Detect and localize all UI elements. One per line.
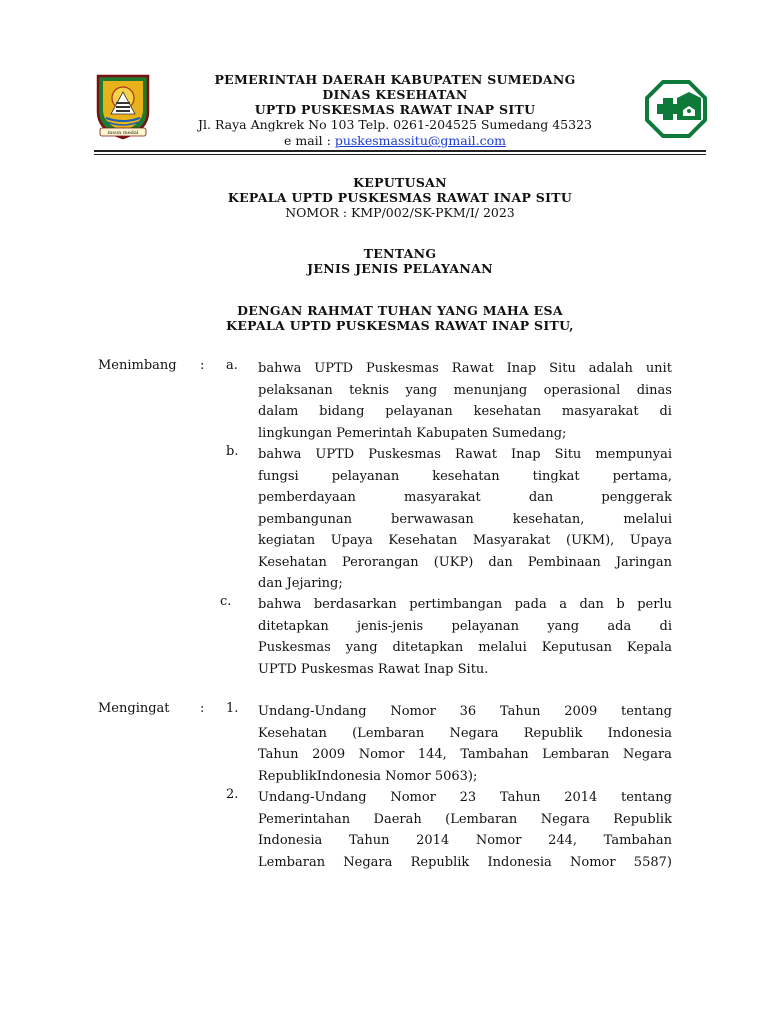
section-label: Mengingat (98, 701, 170, 716)
text-line: Pemerintahan Daerah (Lembaran Negara Republik (258, 811, 672, 827)
text-line: dalam bidang pelayanan kesehatan masyarakat di (258, 404, 672, 419)
text-line: pelaksanan teknis yang menunjang operasional dinas (258, 382, 672, 398)
text-line: dan Jejaring; (258, 576, 343, 591)
list-item (258, 358, 672, 444)
letterhead-rule-thick (94, 150, 706, 152)
text-line: kegiatan Upaya Kesehatan Masyarakat (UKM), Upaya (258, 533, 672, 548)
text-line: Lembaran Negara Republik Indonesia Nomor 5587) (258, 854, 672, 870)
email-link[interactable]: puskesmassitu@gmail.com (334, 133, 507, 148)
letterhead-government: PEMERINTAH DAERAH KABUPATEN SUMEDANG (214, 72, 576, 87)
decree-title: KEPUTUSAN (353, 175, 447, 190)
decree-opening (94, 303, 706, 333)
text-line: lingkungan Pemerintah Kabupaten Sumedang; (258, 425, 567, 441)
email-label: e mail : (283, 133, 335, 148)
text-line: Kesehatan Perorangan (UKP) dan Pembinaan Jaringan (258, 554, 672, 570)
text-line: pembangunan berwawasan kesehatan, melalui (258, 511, 672, 527)
text-line: Kesehatan (Lembaran Negara Republik Indonesia (258, 725, 672, 741)
text-line: fungsi pelayanan kesehatan tingkat pertama, (258, 468, 672, 484)
text-line: Indonesia Tahun 2014 Nomor 244, Tambahan (258, 833, 672, 848)
opening-line-2: KEPALA UPTD PUSKESMAS RAWAT INAP SITU, (226, 318, 574, 333)
decree-issuer: KEPALA UPTD PUSKESMAS RAWAT INAP SITU (227, 190, 573, 205)
section-label: Menimbang (98, 358, 177, 373)
list-item (258, 444, 672, 595)
list-item (258, 701, 672, 787)
text-line: bahwa berdasarkan pertimbangan pada a dan b perlu (258, 597, 672, 612)
text-line: ditetapkan jenis-jenis pelayanan yang ada di (258, 618, 672, 634)
item-marker: b. (226, 444, 239, 459)
text-line: Puskesmas yang ditetapkan melalui Keputusan Kepala (258, 640, 672, 655)
sumedang-regency-seal-icon (94, 72, 152, 140)
subject-label: TENTANG (363, 246, 437, 261)
text-line: bahwa UPTD Puskesmas Rawat Inap Situ mempunyai (258, 447, 672, 462)
puskesmas-logo-icon (645, 80, 707, 138)
item-marker: 2. (226, 787, 239, 802)
text-line: Undang-Undang Nomor 23 Tahun 2014 tentang (258, 790, 672, 805)
opening-line-1: DENGAN RAHMAT TUHAN YANG MAHA ESA (237, 303, 563, 318)
letterhead-email-line (160, 133, 630, 148)
letterhead-department: DINAS KESEHATAN (322, 87, 468, 102)
decree-heading (94, 175, 706, 220)
letterhead (160, 72, 630, 148)
letterhead-rule-thin (94, 154, 706, 155)
seal-motto: insun medal (107, 130, 139, 136)
letterhead-unit: UPTD PUSKESMAS RAWAT INAP SITU (254, 102, 536, 117)
text-line: UPTD Puskesmas Rawat Inap Situ. (258, 661, 489, 677)
text-line: bahwa UPTD Puskesmas Rawat Inap Situ adalah unit (258, 361, 672, 376)
text-line: pemberdayaan masyarakat dan penggerak (258, 490, 672, 505)
subject-value: JENIS JENIS PELAYANAN (307, 261, 493, 276)
item-marker: c. (220, 594, 232, 609)
item-marker: 1. (226, 701, 239, 716)
decree-subject (94, 246, 706, 276)
text-line: Undang-Undang Nomor 36 Tahun 2009 tentang (258, 704, 672, 719)
item-marker: a. (226, 358, 238, 373)
text-line: Tahun 2009 Nomor 144, Tambahan Lembaran Negara (258, 747, 672, 762)
text-line: RepublikIndonesia Nomor 5063); (258, 768, 478, 784)
decree-number: NOMOR : KMP/002/SK-PKM/I/ 2023 (285, 205, 515, 220)
section-colon: : (200, 701, 205, 716)
list-item (258, 594, 672, 680)
list-item (258, 787, 672, 873)
section-colon: : (200, 358, 205, 373)
letterhead-address: Jl. Raya Angkrek No 103 Telp. 0261-204525 Sumedang 45323 (198, 117, 592, 132)
